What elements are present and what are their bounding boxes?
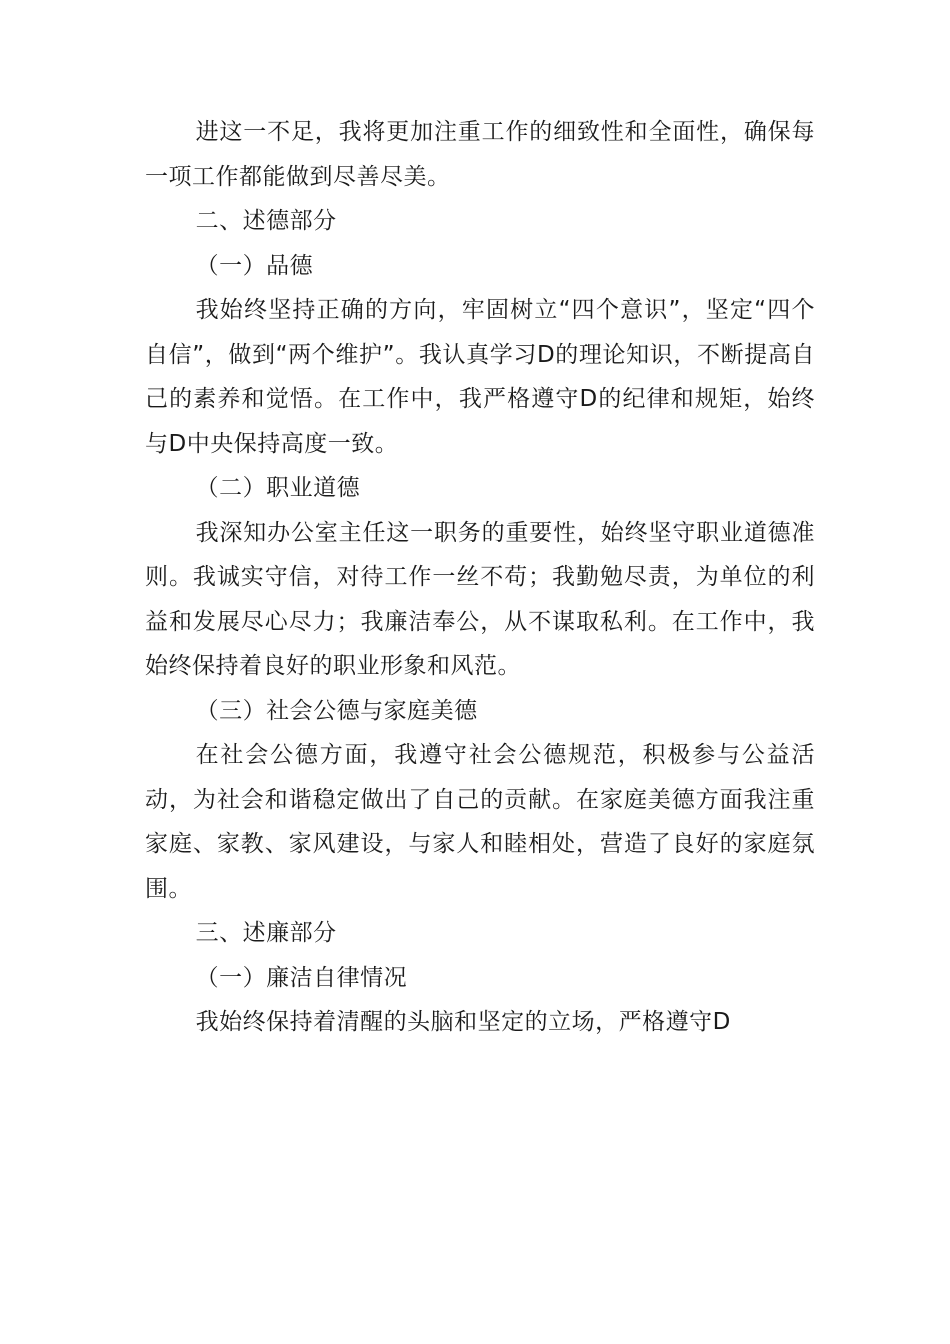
section-heading-virtue: 二、述德部分 <box>195 208 337 234</box>
paragraph-self-discipline: 我始终保持着清醒的头脑和坚定的立场，严格遵守D <box>195 1009 731 1035</box>
document-body <box>145 110 815 1045</box>
section-heading-integrity: 三、述廉部分 <box>195 920 337 946</box>
subheading-character: （一）品德 <box>195 252 314 279</box>
paragraph-continuation: 进这一不足，我将更加注重工作的细致性和全面性，确保每一项工作都能做到尽善尽美。 <box>145 119 815 190</box>
subheading-professional-ethics: （二）职业道德 <box>195 475 361 501</box>
subheading-social-family-virtue: （三）社会公德与家庭美德 <box>195 697 478 724</box>
paragraph-professional-ethics: 我深知办公室主任这一职务的重要性，始终坚守职业道德准则。我诚实守信，对待工作一丝不苟；我勤勉尽责，为单位的利益和发展尽心尽力；我廉洁奉公，从不谋取私利。在工作中，我始终保持着良好的职业形象和风范。 <box>145 519 815 679</box>
paragraph-character: 我始终坚持正确的方向，牢固树立“四个意识”，坚定“四个自信”，做到“两个维护”。我认真学习D的理论知识，不断提高自己的素养和觉悟。在工作中，我严格遵守D的纪律和规矩，始终与D中央保持高度一致。 <box>145 297 815 457</box>
paragraph-social-family-virtue: 在社会公德方面，我遵守社会公德规范，积极参与公益活动，为社会和谐稳定做出了自己的贡献。在家庭美德方面我注重家庭、家教、家风建设，与家人和睦相处，营造了良好的家庭氛围。 <box>145 742 815 902</box>
subheading-self-discipline: （一）廉洁自律情况 <box>195 964 408 991</box>
